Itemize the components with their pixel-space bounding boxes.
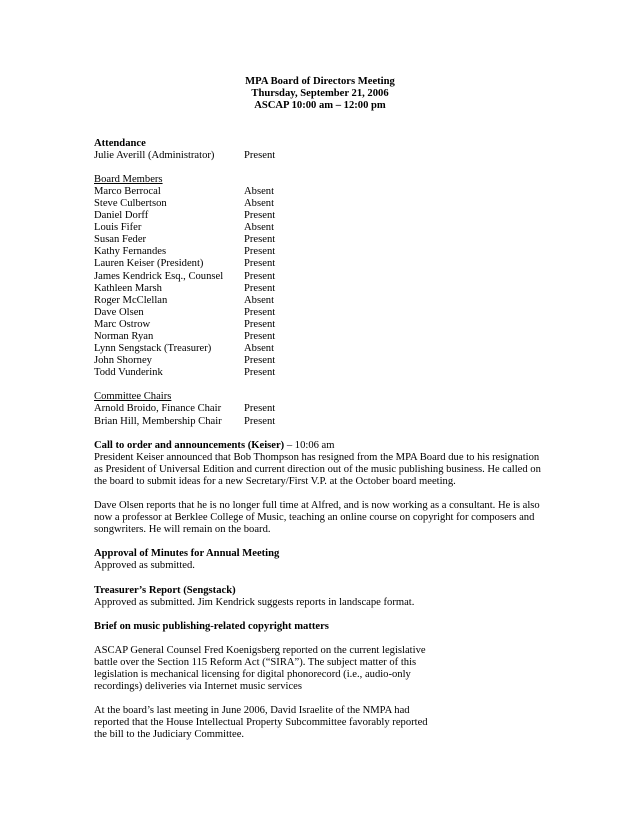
board-member-row xyxy=(94,271,554,283)
call-to-order-title: Call to order and announcements (Keiser) xyxy=(94,439,285,451)
title-line-2: Thursday, September 21, 2006 xyxy=(251,88,389,100)
member-name: Marco Berrocal xyxy=(94,185,161,197)
member-status: Absent xyxy=(244,197,275,209)
call-to-order-time: – 10:06 am xyxy=(284,439,335,451)
brief-heading: Brief on music publishing-related copyright matters xyxy=(94,620,329,632)
board-member-row xyxy=(94,222,554,234)
call-to-order-paragraph-1: President Keiser announced that Bob Thompson has resigned from the MPA Board due to his resignation as President of Universal Edition and current direction out of the music publishing business. He called on the board to submit ideas for a new Secretary/First V.P. at the October board meeting. xyxy=(94,451,541,487)
minutes-heading: Approval of Minutes for Annual Meeting xyxy=(94,548,280,560)
committee-chair-row xyxy=(94,403,554,415)
board-member-row xyxy=(94,283,554,295)
member-name: Roger McClellan xyxy=(94,294,168,306)
member-name: Brian Hill, Membership Chair xyxy=(94,415,222,427)
brief-paragraph-1: ASCAP General Counsel Fred Koenigsberg reported on the current legislative battle over the Section 115 Reform Act (“SIRA”). The subject matter of this legislation is mechanical licensing for digital phonorecord (i.e., audio-only recordings) deliveries via Internet music services xyxy=(94,644,426,693)
member-name: Kathleen Marsh xyxy=(94,282,162,294)
board-member-row xyxy=(94,367,554,379)
committee-chairs-heading: Committee Chairs xyxy=(94,391,172,403)
member-name: Lynn Sengstack (Treasurer) xyxy=(94,343,212,355)
treasurer-text: Approved as submitted. Jim Kendrick suggests reports in landscape format. xyxy=(94,596,415,608)
member-status: Absent xyxy=(244,343,275,355)
member-status: Present xyxy=(244,355,276,367)
brief-paragraph-2: At the board’s last meeting in June 2006, David Israelite of the NMPA had reported that the House Intellectual Property Subcommittee favorably reported the bill to the Judiciary Committee. xyxy=(94,705,428,741)
member-status: Absent xyxy=(244,294,275,306)
call-to-order-heading xyxy=(94,440,554,452)
member-status: Present xyxy=(244,306,276,318)
board-member-row xyxy=(94,331,554,343)
member-status: Present xyxy=(244,258,276,270)
board-member-row xyxy=(94,246,554,258)
board-members-heading: Board Members xyxy=(94,173,163,185)
member-status: Present xyxy=(244,270,276,282)
member-status: Present xyxy=(244,318,276,330)
board-member-row xyxy=(94,355,554,367)
treasurer-heading: Treasurer’s Report (Sengstack) xyxy=(94,584,236,596)
member-name: Daniel Dorff xyxy=(94,210,149,222)
attendance-row xyxy=(94,150,554,162)
member-name: Steve Culbertson xyxy=(94,197,167,209)
attendee-status: Present xyxy=(244,149,276,161)
member-status: Present xyxy=(244,246,276,258)
committee-chairs-list xyxy=(94,403,554,427)
member-status: Present xyxy=(244,367,276,379)
board-members-list xyxy=(94,186,554,380)
document-title xyxy=(94,76,546,113)
member-name: Todd Vunderink xyxy=(94,367,163,379)
member-name: Norman Ryan xyxy=(94,331,154,343)
board-member-row xyxy=(94,295,554,307)
call-to-order-paragraph-2: Dave Olsen reports that he is no longer full time at Alfred, and is now working as a consultant. He is also now a professor at Berklee College of Music, teaching an online course on copyright for composers and songwriters. He will remain on the board. xyxy=(94,500,540,536)
member-name: Louis Fifer xyxy=(94,222,142,234)
committee-chair-row xyxy=(94,416,554,428)
member-name: Lauren Keiser (President) xyxy=(94,258,204,270)
member-status: Absent xyxy=(244,222,275,234)
member-name: Marc Ostrow xyxy=(94,318,151,330)
title-line-3: ASCAP 10:00 am – 12:00 pm xyxy=(254,100,386,112)
member-name: Kathy Fernandes xyxy=(94,246,167,258)
member-status: Absent xyxy=(244,185,275,197)
board-member-row xyxy=(94,343,554,355)
member-name: James Kendrick Esq., Counsel xyxy=(94,270,224,282)
attendance-heading: Attendance xyxy=(94,137,146,149)
minutes-text: Approved as submitted. xyxy=(94,560,195,572)
board-member-row xyxy=(94,186,554,198)
member-name: Susan Feder xyxy=(94,234,147,246)
document-page xyxy=(94,76,554,741)
board-member-row xyxy=(94,319,554,331)
member-status: Present xyxy=(244,210,276,222)
member-name: Dave Olsen xyxy=(94,306,144,318)
member-status: Present xyxy=(244,403,276,415)
attendee-name: Julie Averill (Administrator) xyxy=(94,149,215,161)
member-name: John Shorney xyxy=(94,355,152,367)
board-member-row xyxy=(94,258,554,270)
board-member-row xyxy=(94,210,554,222)
board-member-row xyxy=(94,198,554,210)
board-member-row xyxy=(94,234,554,246)
member-status: Present xyxy=(244,282,276,294)
title-line-1: MPA Board of Directors Meeting xyxy=(245,76,395,87)
member-status: Present xyxy=(244,331,276,343)
member-name: Arnold Broido, Finance Chair xyxy=(94,403,222,415)
board-member-row xyxy=(94,307,554,319)
member-status: Present xyxy=(244,234,276,246)
member-status: Present xyxy=(244,415,276,427)
